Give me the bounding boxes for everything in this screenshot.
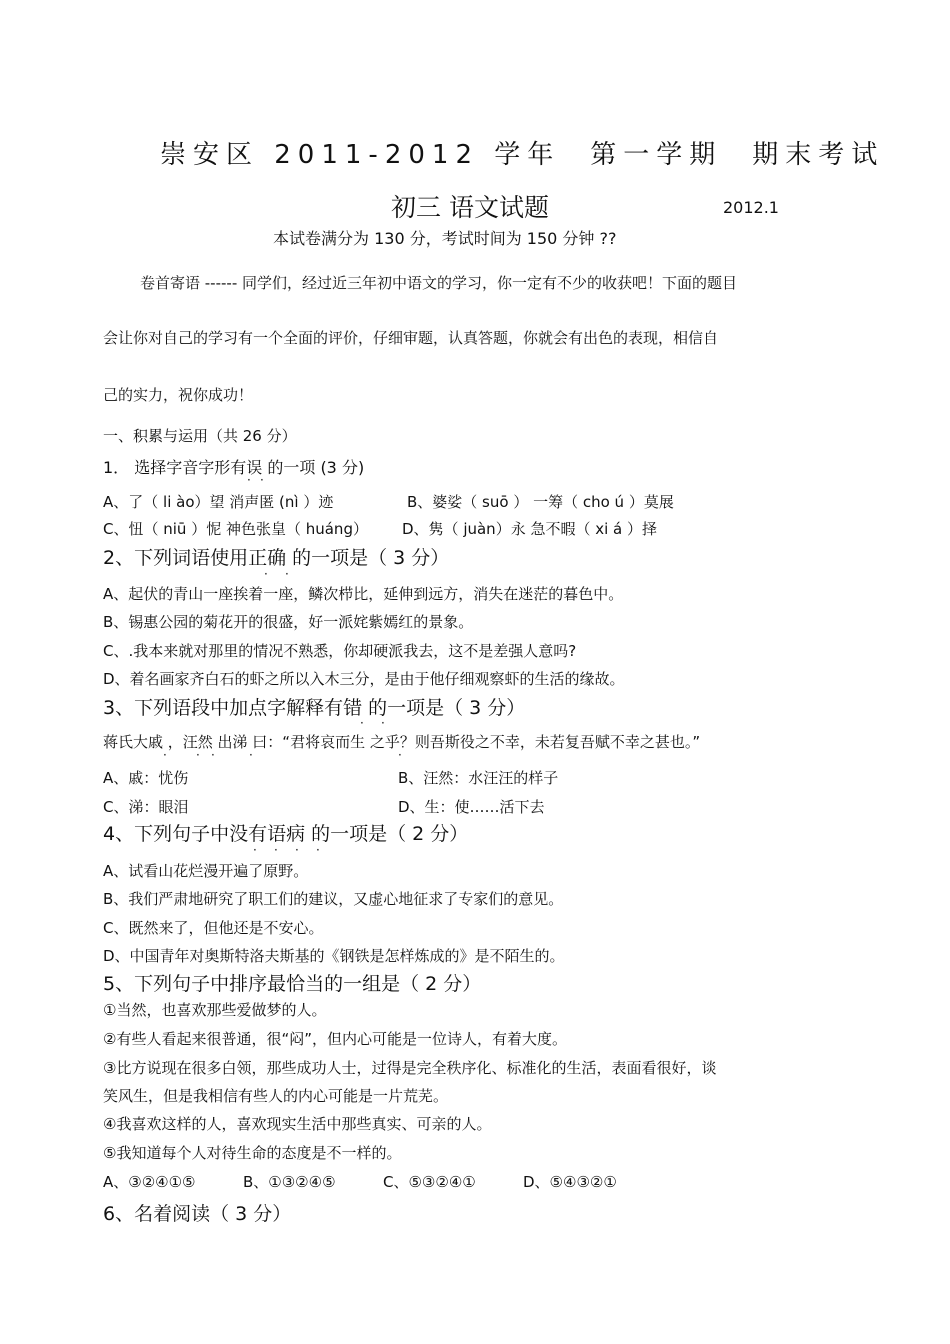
exam-title-part2: 第一学期 [590,140,723,170]
q3-option-d: D、生：使……活下去 [398,798,545,816]
q5-option-b: B、①③②④⑤ [243,1173,336,1191]
q1-option-d: D、隽（ juàn）永 急不暇（ xi á ）择 [402,520,658,538]
q3-option-b: B、汪然：水汪汪的样子 [398,769,559,787]
exam-title-part3: 期末考试 [752,140,885,170]
q5-option-d: D、⑤④③②① [523,1173,617,1191]
emphasis-dot: · [253,843,257,857]
emphasis-dot: · [360,716,364,730]
emphasis-dot: · [196,748,200,762]
emphasis-dot: · [249,748,253,762]
q5-stem: 5、下列句子中排序最恰当的一组是（ 2 分） [103,973,482,995]
q5-sentence-1: ①当然，也喜欢那些爱做梦的人。 [103,1001,327,1019]
q5-option-c: C、⑤③②④① [383,1173,476,1191]
exam-info: 本试卷满分为 130 分，考试时间为 150 分钟 ?? [273,229,617,248]
q2-option-b: B、锡惠公园的菊花开的很盛，好一派姹紫嫣红的景象。 [103,613,474,631]
q4-stem: 4、下列句子中没有语病 的一项是（ 2 分） [103,823,469,845]
q2-option-d: D、着名画家齐白石的虾之所以入木三分，是由于他仔细观察虾的生活的缘故。 [103,670,625,688]
preface-line-2: 会让你对自己的学习有一个全面的评价，仔细审题，认真答题，你就会有出色的表现，相信自 [103,329,719,347]
q3-option-a: A、戚：忧伤 [103,769,189,787]
emphasis-dot: · [247,473,251,487]
q4-option-d: D、中国青年对奥斯特洛夫斯基的《钢铁是怎样炼成的》是不陌生的。 [103,947,565,965]
section-heading: 一、积累与运用（共 26 分） [103,427,297,445]
emphasis-dot: · [264,567,268,581]
q4-option-c: C、既然来了，但他还是不安心。 [103,919,324,937]
q1-option-a: A、了（ li ào）望 消声匿 (nì ）迹 [103,493,334,511]
emphasis-dot: · [398,748,402,762]
q3-stem: 3、下列语段中加点字解释有错 的一项是（ 3 分） [103,697,526,719]
q5-option-a: A、③②④①⑤ [103,1173,196,1191]
preface-line-1: 卷首寄语 ------ 同学们，经过近三年初中语文的学习，你一定有不少的收获吧！下面的题目 [140,274,738,292]
q5-sentence-4: ④我喜欢这样的人，喜欢现实生活中那些真实、可亲的人。 [103,1115,492,1133]
q1-stem: 1． 选择字音字形有误 的一项 (3 分) [103,458,365,477]
exam-date: 2012.1 [723,198,779,217]
q2-option-a: A、起伏的青山一座挨着一座，鳞次栉比，延伸到远方，消失在迷茫的暮色中。 [103,585,624,603]
emphasis-dot: · [316,843,320,857]
q5-sentence-2: ②有些人看起来很普通，很“闷”，但内心可能是一位诗人，有着大度。 [103,1030,567,1048]
exam-title-part1: 崇安区 2011-2012 学年 [160,140,561,170]
emphasis-dot: · [163,748,167,762]
emphasis-dot: · [211,748,215,762]
q5-sentence-5: ⑤我知道每个人对待生命的态度是不一样的。 [103,1144,402,1162]
q2-option-c: C、.我本来就对那里的情况不熟悉，你却硬派我去，这不是差强人意吗? [103,642,577,660]
preface-line-3: 己的实力，祝你成功！ [103,386,254,404]
exam-title [160,134,884,171]
q3-option-c: C、涕：眼泪 [103,798,189,816]
q4-option-a: A、试看山花烂漫开遍了原野。 [103,862,309,880]
emphasis-dot: · [260,473,264,487]
q6-stem: 6、名着阅读（ 3 分） [103,1203,292,1225]
q5-sentence-3-cont: 笑风生，但是我相信有些人的内心可能是一片荒芜。 [103,1087,449,1105]
emphasis-dot: · [274,843,278,857]
emphasis-dot: · [295,843,299,857]
q2-stem: 2、下列词语使用正确 的一项是（ 3 分） [103,547,450,569]
emphasis-dot: · [381,716,385,730]
q1-option-b: B、婆娑（ suō ） 一筹（ cho ú ）莫展 [407,493,674,511]
q5-sentence-3: ③比方说现在很多白领，那些成功人士，过得是完全秩序化、标准化的生活，表面看很好，谈 [103,1059,717,1077]
q1-option-c: C、忸（ niū ）怩 神色张皇（ huáng） [103,520,368,538]
exam-subtitle: 初三 语文试题 [391,193,549,222]
emphasis-dot: · [285,567,289,581]
q4-option-b: B、我们严肃地研究了职工们的建议，又虚心地征求了专家们的意见。 [103,890,564,908]
q3-passage: 蒋氏大戚 ，汪然 出涕 曰：“君将哀而生 之乎？则吾斯役之不幸，未若复吾赋不幸之甚也。” [103,733,701,751]
